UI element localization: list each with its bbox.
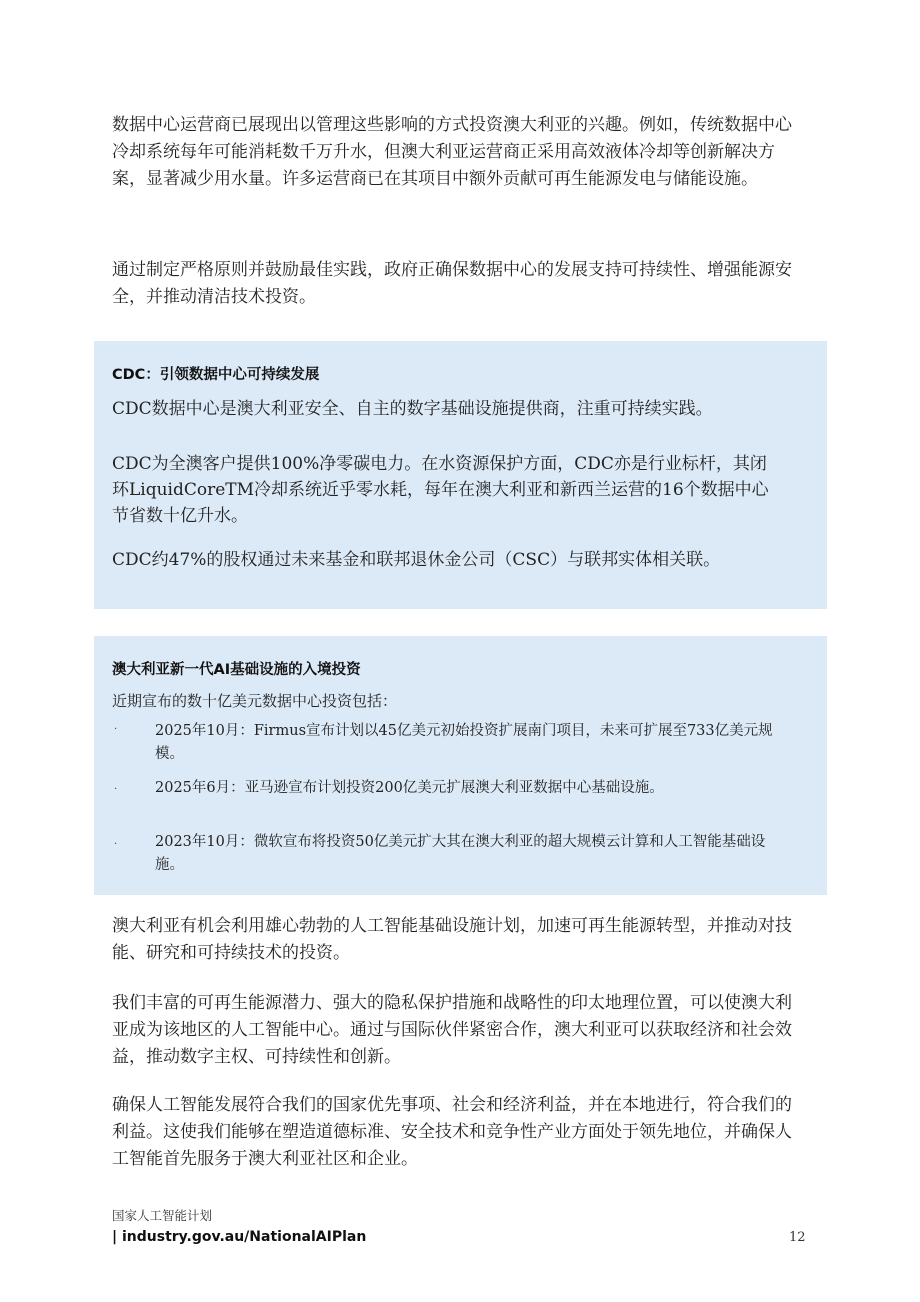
bullet-dot-icon: · xyxy=(114,784,118,795)
investment-intro: 近期宣布的数十亿美元数据中心投资包括： xyxy=(112,692,398,710)
cdc-paragraph-2: CDC为全澳客户提供100%净零碳电力。在水资源保护方面，CDC亦是行业标杆，其闭环LiquidCoreTM冷却系统近乎零水耗，每年在澳大利亚和新西兰运营的16个数据中心节省数十亿升水。 xyxy=(112,454,769,526)
paragraph-government-principles: 通过制定严格原则并鼓励最佳实践，政府正确保数据中心的发展支持可持续性、增强能源安全，并推动清洁技术投资。 xyxy=(112,260,792,307)
paragraph-water-usage: 数据中心运营商已展现出以管理这些影响的方式投资澳大利亚的兴趣。例如，传统数据中心冷却系统每年可能消耗数千万升水，但澳大利亚运营商正采用高效液体冷却等创新解决方案，显著减少用水量。许多运营商已在其项目中额外贡献可再生能源发电与储能设施。 xyxy=(112,115,792,189)
investment-box-title: 澳大利亚新一代AI基础设施的入境投资 xyxy=(112,662,361,678)
cdc-paragraph-3: CDC约47%的股权通过未来基金和联邦退休金公司（CSC）与联邦实体相关联。 xyxy=(112,550,721,570)
cdc-case-study-box xyxy=(94,341,827,609)
cdc-paragraph-1: CDC数据中心是澳大利亚安全、自主的数字基础设施提供商，注重可持续实践。 xyxy=(112,399,713,419)
bullet-item-amazon: 2025年6月：亚马逊宣布计划投资200亿美元扩展澳大利亚数据中心基础设施。 xyxy=(155,780,664,796)
paragraph-ai-hub: 我们丰富的可再生能源潜力、强大的隐私保护措施和战略性的印太地理位置，可以使澳大利亚成为该地区的人工智能中心。通过与国际伙伴紧密合作，澳大利亚可以获取经济和社会效益，推动数字主权、可持续性和创新。 xyxy=(112,993,792,1067)
paragraph-national-priorities: 确保人工智能发展符合我们的国家优先事项、社会和经济利益，并在本地进行，符合我们的利益。这使我们能够在塑造道德标准、安全技术和竞争性产业方面处于领先地位，并确保人工智能首先服务于澳大利亚社区和企业。 xyxy=(112,1095,792,1169)
footer-document-title: 国家人工智能计划 xyxy=(112,1208,213,1223)
bullet-item-microsoft: 2023年10月：微软宣布将投资50亿美元扩大其在澳大利亚的超大规模云计算和人工智能基础设施。 xyxy=(155,834,766,873)
footer-url-link[interactable]: | industry.gov.au/NationalAIPlan xyxy=(112,1229,367,1245)
page-number: 12 xyxy=(789,1230,806,1245)
cdc-box-title: CDC：引领数据中心可持续发展 xyxy=(112,367,320,383)
bullet-item-firmus: 2025年10月：Firmus宣布计划以45亿美元初始投资扩展南门项目，未来可扩展至733亿美元规模。 xyxy=(155,723,773,762)
investment-box xyxy=(94,636,827,895)
bullet-dot-icon: · xyxy=(114,724,118,735)
paragraph-ai-infrastructure: 澳大利亚有机会利用雄心勃勃的人工智能基础设施计划，加速可再生能源转型，并推动对技能、研究和可持续技术的投资。 xyxy=(112,916,792,963)
bullet-dot-icon: · xyxy=(114,839,118,850)
